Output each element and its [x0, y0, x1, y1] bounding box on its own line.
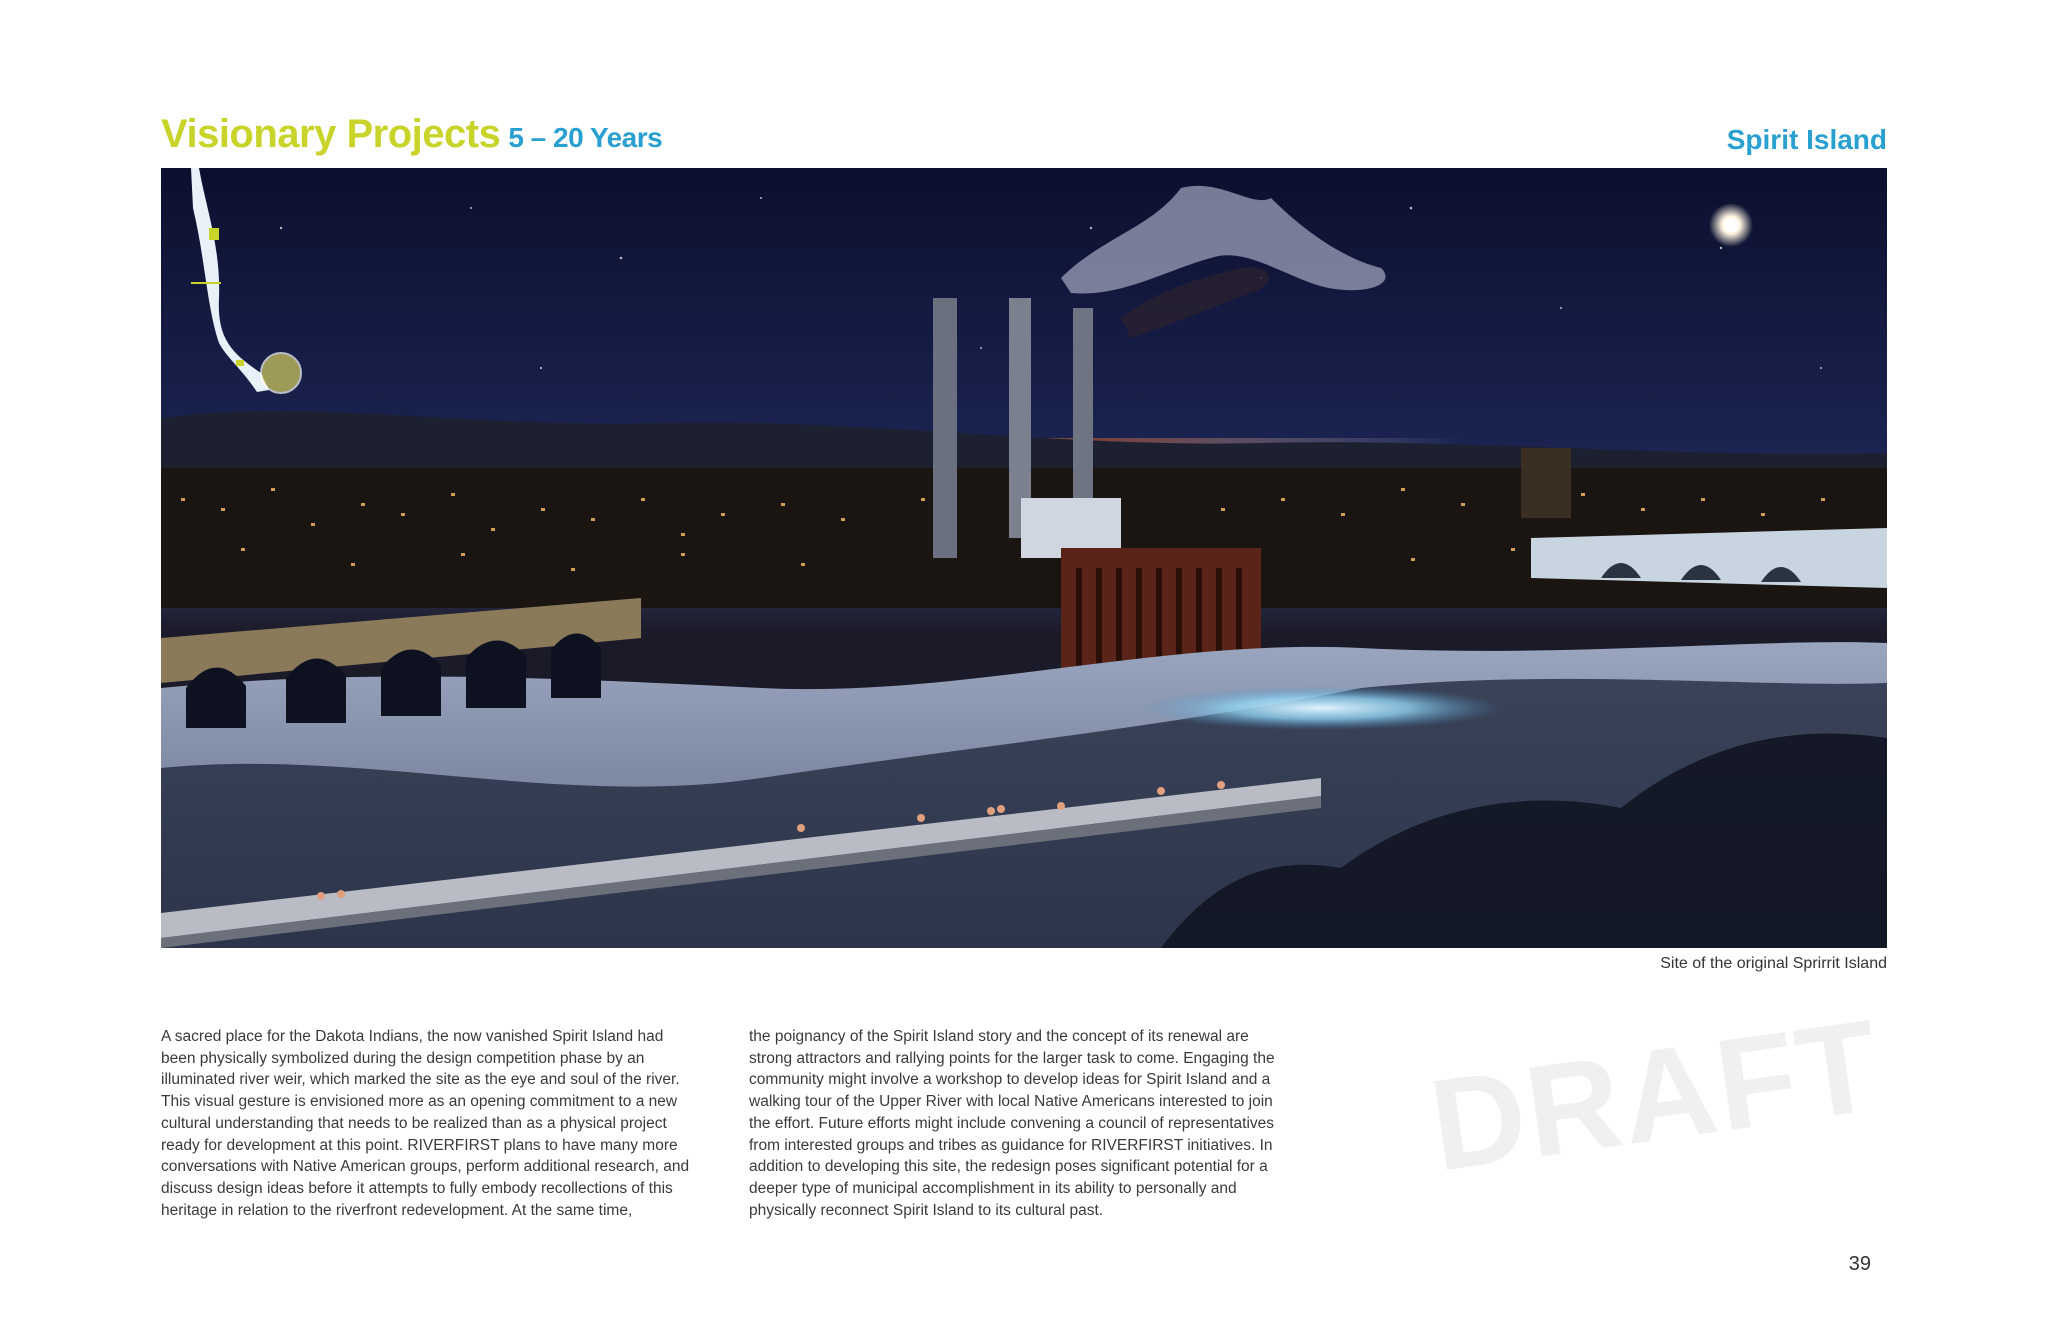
body-column-1: A sacred place for the Dakota Indians, the now vanished Spirit Island had been physically symbolized during the design competition phase by an illuminated river weir, which marked the site as the eye and soul of the river. This visual gesture is envisioned more as an opening commitment to a new cultural understanding that needs to be realized than as a physical project ready for development at this point. RIVERFIRST plans to have many more conversations with Native American groups, perform additional research, and discuss design ideas before it attempts to fully embody recollections of this heritage in relation to the riverfront redevelopment. At the same time,: [161, 1028, 690, 1219]
title-text: Visionary Projects: [161, 112, 501, 156]
page-number: 39: [1848, 1253, 1871, 1275]
body-column-2: the poignancy of the Spirit Island story and the concept of its renewal are strong attractors and rallying points for the larger task to come. Engaging the community might involve a workshop to develop ideas for Spirit Island and a walking tour of the Upper River with local Native Americans interested to join the effort. Future efforts might include convening a council of representatives from interested groups and tribes as guidance for RIVERFIRST initiatives. In addition to developing this site, the redesign poses significant potential for a deeper type of municipal accomplishment in its ability to personally and physically reconnect Spirit Island to its cultural past.: [749, 1028, 1275, 1219]
section-title: Spirit Island: [1726, 124, 1887, 155]
image-caption: Site of the original Sprirrit Island: [1660, 955, 1887, 972]
page-title: [161, 112, 662, 157]
night-river-rendering: [161, 168, 1887, 948]
title-subtitle: 5 – 20 Years: [508, 122, 663, 153]
draft-watermark: DRAFT: [1422, 991, 1889, 1199]
